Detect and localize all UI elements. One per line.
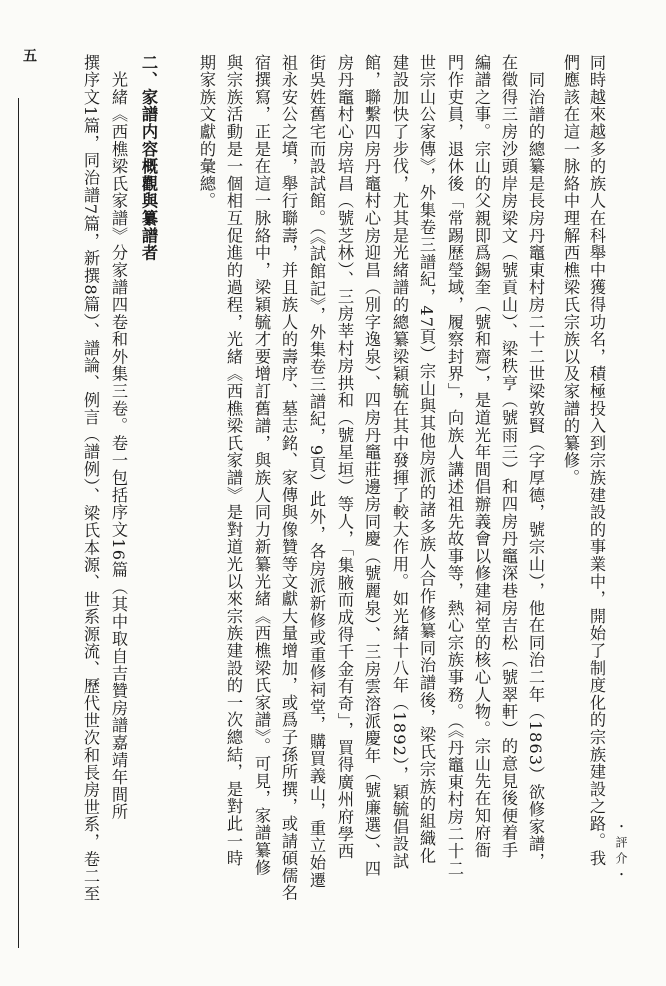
text-column: 房丹竈村心房培昌（號芝林）、三房莘村房拱和（號星垣）等人，「集腋而成得千金有奇」，買得廣州府學西 <box>335 54 354 861</box>
text-column: 同時越來越多的族人在科舉中獲得功名，積極投入到宗族建設的事業中，開始了制度化的宗族建設之路。我 <box>587 54 606 868</box>
text-column: 宿撰寫，正是在這一脉絡中，梁穎毓才要增訂舊譜，與族人同力新纂光緒《西樵梁氏家譜》。可見，家譜纂修 <box>252 54 271 877</box>
text-column: 撰序文1篇，同治譜7篇，新撰8篇）、譜論、例言（譜例）、梁氏本源、世系源流、歷代世次和長房世系，卷二至 <box>81 54 100 903</box>
page-number: 五 <box>21 48 37 62</box>
text-column: 與宗族活動是一個相互促進的過程，光緒《西樵梁氏家譜》是對道光以來宗族建設的一次總結，是對此一時 <box>224 54 243 868</box>
text-column: 編譜之事。宗山的父親即爲錫奎（號和齋），是道光年間倡辦義會以修建祠堂的核心人物。宗山先在知府衙 <box>472 54 491 859</box>
section-heading: 二、家譜内容概觀與纂譜者 <box>139 54 158 262</box>
text-column: 同治譜的總纂是長房丹竈東村房二十二世梁敦賢（字厚德，號宗山），他在同治二年（1863）欲修家譜， <box>526 54 545 870</box>
text-column: 建設加快了步伐，尤其是光緒譜的總纂梁穎毓在其中發揮了較大作用。如光緒十八年（1892），穎毓倡設試 <box>390 54 409 870</box>
text-column: 期家族文獻的彙總。 <box>197 54 216 210</box>
text-column: 光緒《西樵梁氏家譜》分家譜四卷和外集三卷。卷一包括序文16篇（其中取自吉贊房譜嘉靖年間所 <box>109 54 128 821</box>
text-column: 街吳姓舊宅而設試館。（《試館記》，外集卷三譜紀，9頁）此外，各房派新修或重修祠堂，購買義山，重立始遷 <box>307 54 326 889</box>
text-column: 們應該在這一脉絡中理解西樵梁氏宗族以及家譜的纂修。 <box>561 54 580 487</box>
text-column: 世宗山公家傳》，外集卷三譜紀，47頁）宗山與其他房派的諸多族人合作修纂同治譜後，梁氏宗族的組織化 <box>417 54 436 865</box>
text-column: 館，聯繫四房丹竈村心房迎昌（別字逸泉）、四房丹竈莊邊房同慶（號麗泉）、三房雲溶派慶年（號廉選）、四 <box>362 54 381 878</box>
text-column: 門作吏員，退休後「常踢歷瑩域，履察封界」，向族人講述祖先故事等，熱心宗族事務。（《丹竈東村房二十二 <box>445 54 464 878</box>
section-mark: ・評介・ <box>614 820 628 884</box>
text-column: 祖永安公之墳，舉行聯壽，并且族人的壽序、墓志銘、家傳與像贊等文獻大量增加，或爲子孫所撰，或請碩儒名 <box>279 54 298 902</box>
margin-rule <box>18 98 19 948</box>
text-column: 在徵得三房沙頭岸房梁文（號貢山）、梁秩亨（號雨三）和四房丹竈深巷房吉松（號翠軒）的意見後便着手 <box>499 54 518 859</box>
